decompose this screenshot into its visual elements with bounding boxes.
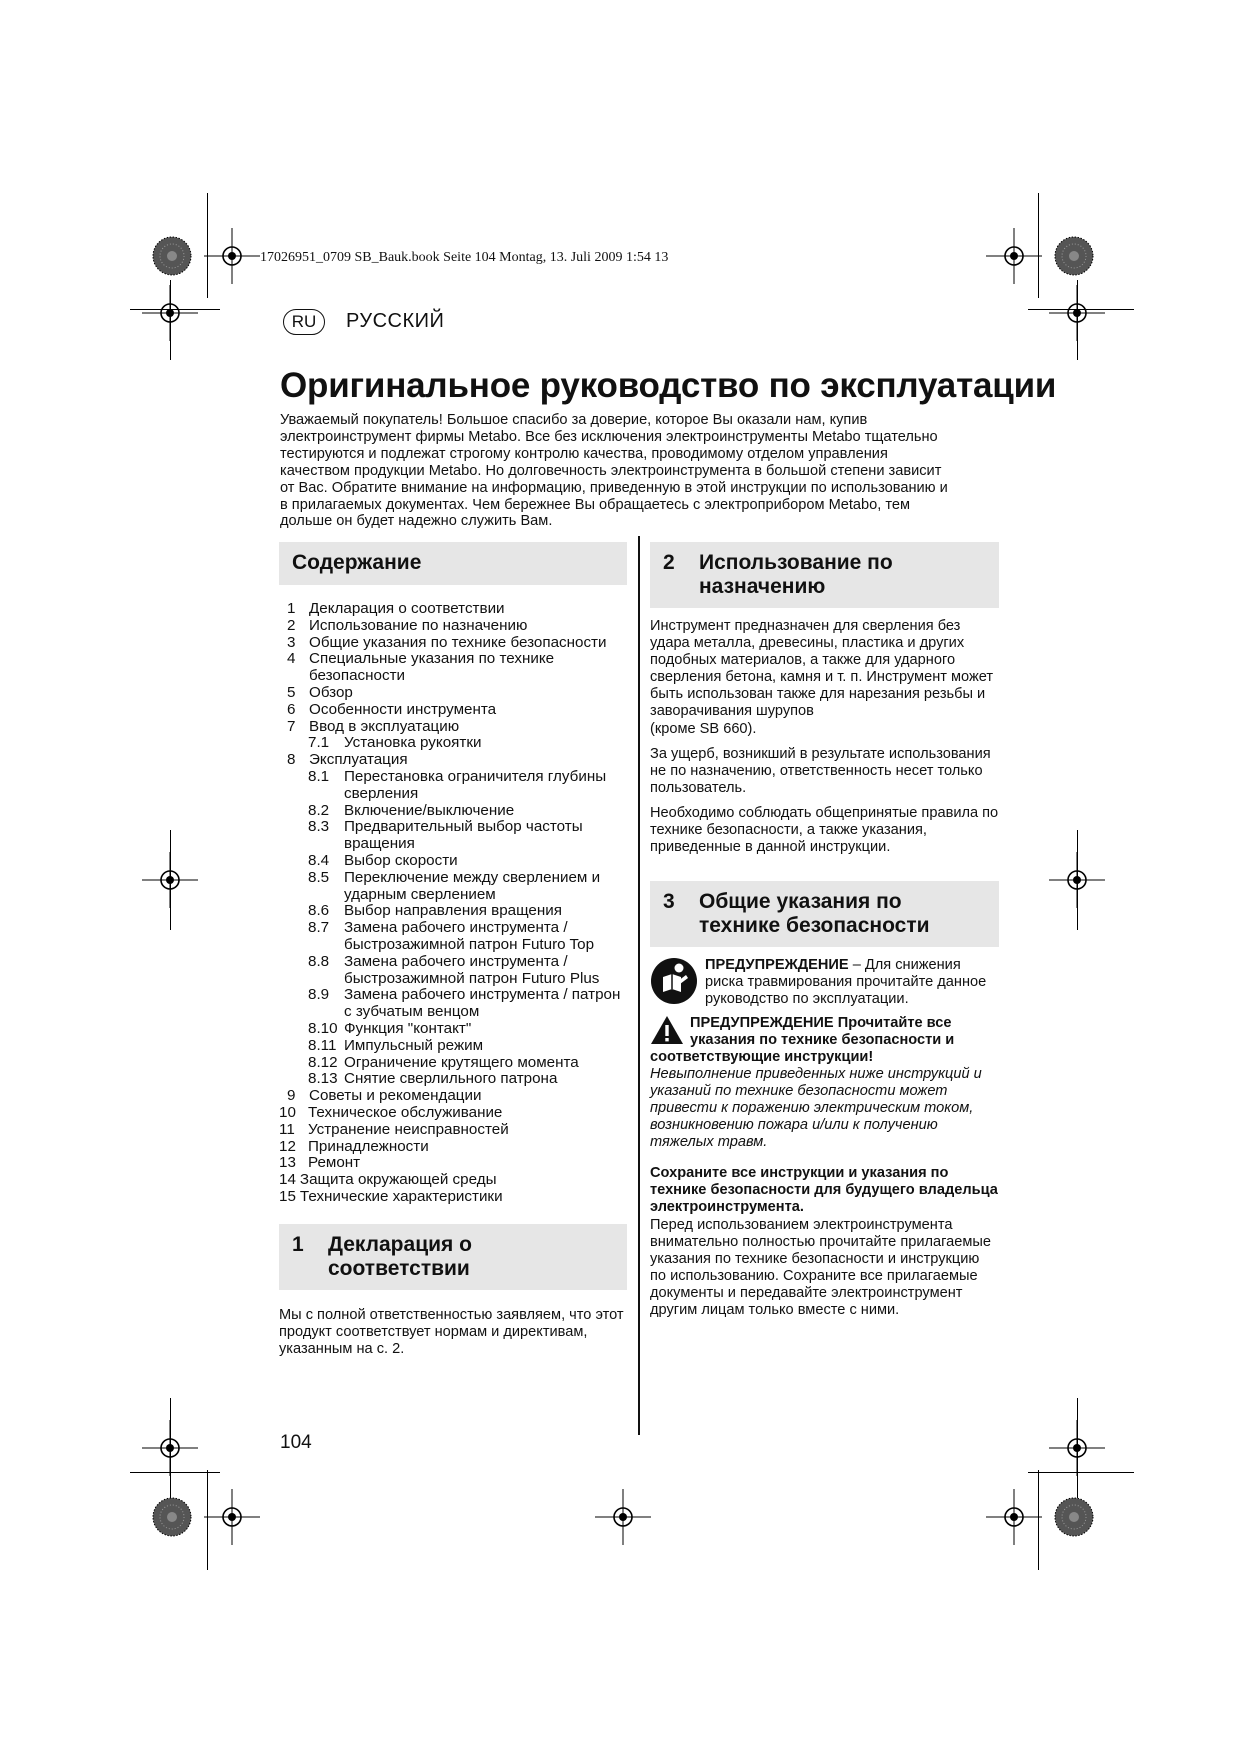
toc-item-number: 7 [287,717,296,735]
toc-item [279,803,627,820]
section-1-body: Мы с полной ответственностью заявляем, что этот продукт соответствует нормам и директивам, указанным на с. 2. [279,1306,624,1357]
toc-item [279,752,627,769]
toc-item-label: Особенности инструмента [309,700,497,718]
toc-item-label: Замена рабочего инструмента / патрон с зубчатым венцом [344,986,621,1021]
section-2-heading: 2 Использование по назначению [650,542,999,608]
toc-item [279,1021,627,1038]
toc-item-label: Ремонт [308,1154,361,1172]
toc-item [279,1189,627,1206]
toc-item [279,954,627,988]
toc-item-label: Переключение между сверлением и ударным сверлением [344,868,601,903]
crosshair-icon [595,1489,651,1545]
toc-item [279,735,627,752]
toc-item-label: Импульсный режим [344,1036,484,1054]
toc-item-number: 7.1 [308,734,330,752]
toc-item-number: 8.7 [308,919,330,937]
toc-item-number: 15 [279,1187,296,1205]
toc-item-number: 1 [287,600,296,617]
toc-item [279,651,627,685]
toc-item [279,702,627,719]
safety-warning: ПРЕДУПРЕЖДЕНИЕ Прочитайте все указания по технике безопасности и соответствующие инструкции! Невыполнение приведенных ниже инструкций и указаний по технике безопасности может привести к поражению электрическим током, возникновению пожара и/или к получению тяжелых травм. [650,1014,982,1151]
toc-item-label: Выбор скорости [344,851,458,869]
crosshair-icon [142,852,198,908]
toc-item-number: 8.9 [308,986,330,1004]
toc-item-number: 8.1 [308,767,330,785]
toc-item-label: Замена рабочего инструмента / быстрозажимной патрон Futuro Plus [344,952,600,987]
toc-item [279,1071,627,1088]
toc-item-label: Устранение неисправностей [308,1120,509,1138]
toc-item [279,1155,627,1172]
toc-item [279,1105,627,1122]
crosshair-icon [142,285,198,341]
toc-item-number: 14 [279,1171,296,1189]
toc-item-label: Использование по назначению [309,616,528,634]
toc-item-label: Ввод в эксплуатацию [309,717,460,735]
print-header: 17026951_0709 SB_Bauk.book Seite 104 Montag, 13. Juli 2009 1:54 13 [260,250,669,265]
column-divider [638,536,640,1435]
toc-item-number: 8.8 [308,952,330,970]
toc-item-label: Перестановка ограничителя глубины сверления [344,767,607,802]
table-of-contents [279,601,627,1206]
toc-item [279,1139,627,1156]
star-target-icon [153,237,191,275]
intro-paragraph: Уважаемый покупатель! Большое спасибо за доверие, которое Вы оказали нам, купив электроинструмент фирмы Metabo. Все без исключения электроинструменты Metabo тщательно тестируются и подлежат строгому контролю качества, проводимому отделом управления качеством продукции Metabo. Но долговечность электроинструмента в большой степени зависит от Вас. Обратите внимание на информацию, приведенную в этой инструкции по использованию и в прилагаемых документах. Чем бережнее Вы обращаетесь с электроприбором Metabo, тем дольше он будет надежно служить Вам. [280,412,948,530]
toc-item-number: 8.12 [308,1053,338,1071]
toc-item [279,1055,627,1072]
toc-item-number: 8.6 [308,902,330,920]
toc-item-number: 4 [287,650,296,668]
toc-item [279,685,627,702]
toc-item-label: Предварительный выбор частоты вращения [344,818,583,853]
section-1-heading: 1 Декларация о соответствии [279,1224,627,1290]
keep-instructions-paragraph: Сохраните все инструкции и указания по технике безопасности для будущего владельца электроинструмента. Перед использованием электроинструмента внимательно полностью прочитайте прилагаемые указания по технике безопасности и инструкцию по использованию. Сохраните все прилагаемые документы и передавайте электроинструмент другим лицам только вместе с ними. [650,1165,998,1318]
toc-item-number: 6 [287,700,296,718]
toc-item-label: Декларация о соответствии [309,600,505,617]
toc-item-label: Эксплуатация [309,751,408,769]
toc-item-number: 8.2 [308,801,330,819]
toc-item-label: Функция "контакт" [344,1019,472,1037]
star-target-icon [1055,1498,1093,1536]
section-2-paragraph-1: Инструмент предназначен для сверления без удара металла, древесины, пластика и других подобных материалов, а также для ударного сверления бетона, камня и т. п. Инструмент может быть использован также для нарезания резьбы и заворачивания шурупов (кроме SB 660). [650,618,994,737]
toc-item [279,870,627,904]
toc-item [279,618,627,635]
warning-triangle-icon [650,1015,684,1045]
right-column [650,542,999,1327]
toc-item [279,1122,627,1139]
toc-item-label: Принадлежности [308,1137,429,1155]
star-target-icon [153,1498,191,1536]
toc-item [279,769,627,803]
toc-item [279,601,627,618]
toc-item [279,635,627,652]
toc-item [279,903,627,920]
toc-item-number: 8.13 [308,1070,338,1088]
page-number: 104 [280,1432,312,1453]
toc-item [279,719,627,736]
toc-item-label: Советы и рекомендации [309,1087,482,1105]
crosshair-icon [1049,852,1105,908]
language-name: РУССКИЙ [346,310,445,332]
toc-item-number: 8.5 [308,868,330,886]
toc-item-number: 8 [287,751,296,769]
toc-item-label: Выбор направления вращения [344,902,562,920]
crosshair-icon [986,1489,1042,1545]
section-3-heading: 3 Общие указания по технике безопасности [650,881,999,947]
toc-item-number: 13 [279,1154,296,1172]
toc-item-label: Общие указания по технике безопасности [309,633,607,651]
section-2-paragraph-2: За ущерб, возникший в результате использования не по назначению, ответственность несет только пользователь. [650,745,991,796]
toc-item-label: Технические характеристики [299,1187,503,1205]
crosshair-icon [204,1489,260,1545]
toc-item [279,853,627,870]
toc-item-label: Замена рабочего инструмента / быстрозажимной патрон Futuro Top [344,919,595,953]
crosshair-icon [142,1420,198,1476]
toc-item [279,987,627,1021]
toc-item-label: Установка рукоятки [344,734,482,752]
toc-item-number: 11 [279,1120,295,1138]
section-2-paragraph-3: Необходимо соблюдать общепринятые правила по технике безопасности, а также указания, приведенные в данной инструкции. [650,804,999,856]
toc-item-number: 10 [279,1103,296,1121]
contents-heading: Содержание [279,542,627,585]
toc-item-number: 2 [287,616,296,634]
toc-item [279,1088,627,1105]
toc-item-number: 12 [279,1137,296,1155]
toc-item [279,1172,627,1189]
toc-item-number: 8.10 [308,1019,338,1037]
toc-item-number: 8.4 [308,851,330,869]
language-code-badge: RU [283,309,325,335]
toc-item-label: Обзор [309,683,353,701]
toc-item-label: Защита окружающей среды [299,1171,497,1189]
left-column [279,542,627,1366]
toc-item-number: 3 [287,633,296,651]
crosshair-icon [1049,1420,1105,1476]
toc-item-label: Техническое обслуживание [308,1103,503,1121]
toc-item-label: Снятие сверлильного патрона [344,1070,558,1088]
crosshair-icon [204,228,260,284]
read-manual-warning: ПРЕДУПРЕЖДЕНИЕ – Для снижения риска травмирования прочитайте данное руководство по эксплуатации. [650,957,999,1008]
crosshair-icon [1049,285,1105,341]
crosshair-icon [986,228,1042,284]
page-title: Оригинальное руководство по эксплуатации [280,366,1057,405]
toc-item-number: 8.3 [308,818,330,836]
read-manual-icon [650,957,698,1005]
toc-item-number: 9 [287,1087,296,1105]
toc-item [279,920,627,954]
toc-item [279,1038,627,1055]
toc-item-number: 8.11 [308,1036,337,1054]
toc-item-label: Включение/выключение [344,801,515,819]
toc-item-label: Специальные указания по технике безопасности [309,650,555,685]
toc-item-label: Ограничение крутящего момента [344,1053,579,1071]
toc-item-number: 5 [287,683,296,701]
star-target-icon [1055,237,1093,275]
toc-item [279,819,627,853]
